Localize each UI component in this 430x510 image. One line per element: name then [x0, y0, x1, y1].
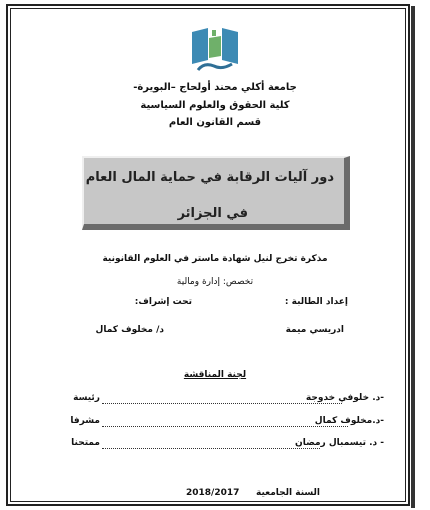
thesis-description: مذكرة تخرج لنيل شهادة ماستر في العلوم القانونية: [102, 254, 328, 264]
thesis-title-line2: في الجزائر: [177, 206, 248, 221]
faculty-name: كلية الحقوق والعلوم السياسية: [140, 100, 290, 111]
committee-member-role: رئيسة: [73, 393, 100, 403]
university-logo-icon: [190, 26, 240, 76]
committee-heading: لجنة المناقشة: [183, 370, 247, 380]
thesis-title-line1: دور آليات الرقابة في حماية المال العام: [85, 170, 334, 185]
thesis-title-box: [82, 156, 350, 230]
academic-year-label: السنة الجامعية: [255, 488, 320, 498]
dotted-leader: [102, 448, 320, 449]
university-name: جامعة أكلي محند أولحاج –البويرة-: [133, 82, 297, 93]
committee-member-role: مشرفا: [70, 416, 100, 426]
dotted-leader: [102, 403, 342, 404]
prepared-by-label: إعداد الطالبة :: [284, 297, 348, 307]
dotted-leader: [102, 426, 348, 427]
thesis-specialty: تخصص: إدارة ومالية: [176, 277, 254, 287]
student-name: ادريسي ميمة: [285, 325, 344, 335]
committee-member-name: -د.مخلوف كمال: [314, 416, 384, 426]
committee-member-role: ممتحنا: [71, 438, 100, 448]
supervisor-label: تحت إشراف:: [134, 297, 192, 307]
committee-member-name: -د. خلوفي خدوجة: [305, 393, 384, 403]
academic-year-value: 2018/2017: [186, 488, 240, 498]
department-name: قسم القانون العام: [168, 117, 262, 128]
committee-member-name: - د. تيسمبال رمضان: [295, 438, 384, 448]
supervisor-name: د/ مخلوف كمال: [95, 325, 164, 335]
